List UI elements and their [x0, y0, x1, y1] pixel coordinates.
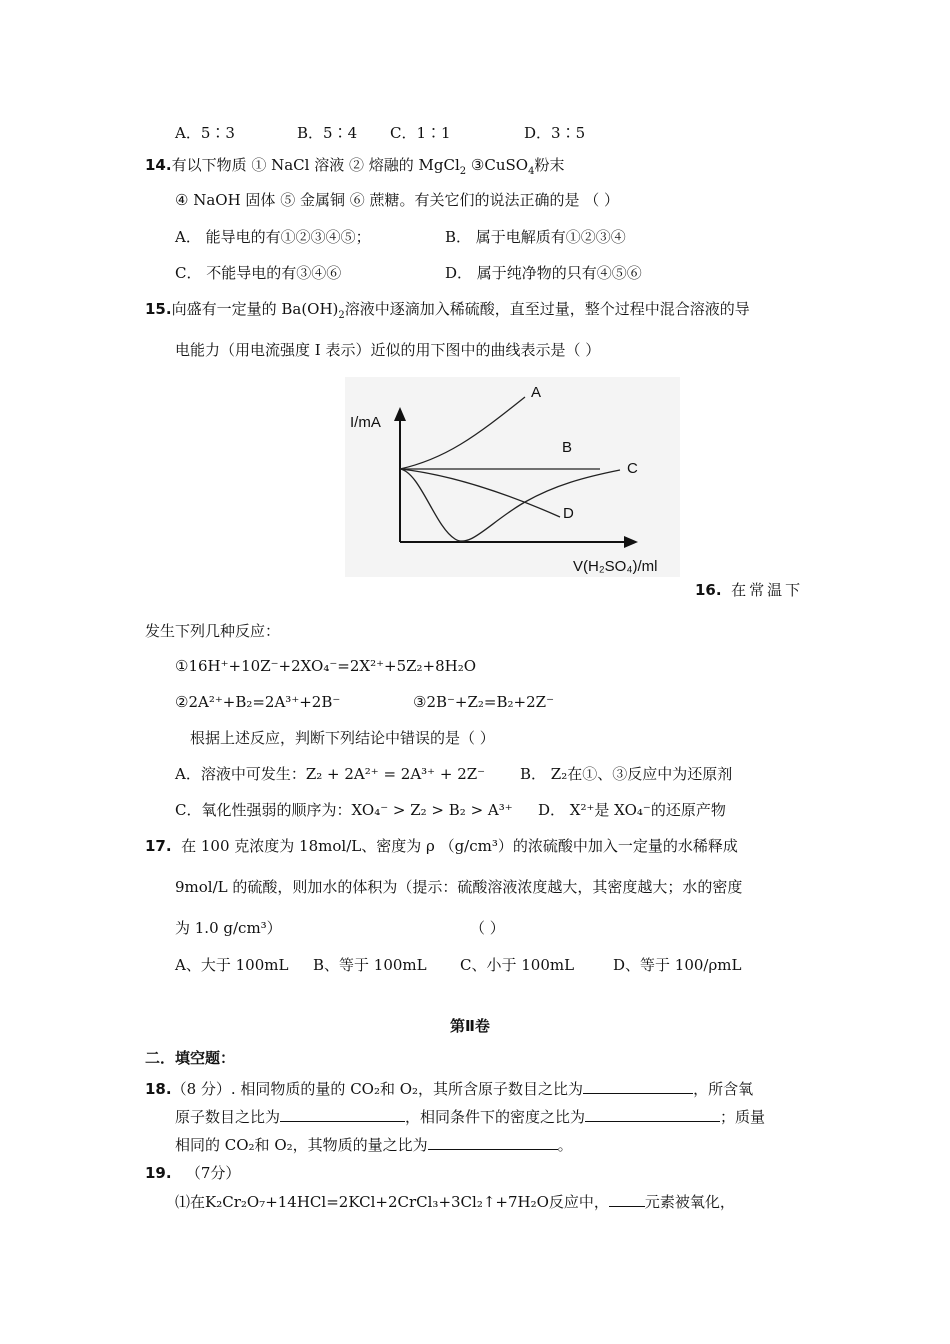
q16-option-c: C．氧化性强弱的顺序为：XO₄⁻ > Z₂ > B₂ > A³⁺ [175, 801, 513, 819]
q19-text-1a: ⑴在K₂Cr₂O₇+14HCl=2KCl+2CrCl₃+3Cl₂↑+7H₂O反应中， [175, 1193, 609, 1211]
section-title: 第Ⅱ卷 [450, 1017, 490, 1035]
q15-text-a: 向盛有一定量的 Ba(OH) [171, 300, 339, 318]
q18-text-1a: （8 分）. 相同物质的量的 CO₂和 O₂，其所含原子数目之比为 [171, 1080, 584, 1098]
q18-text-3a: 相同的 CO₂和 O₂，其物质的量之比为 [175, 1136, 428, 1154]
q18-text-3b: 。 [557, 1136, 573, 1154]
q19-head [145, 1163, 240, 1183]
series-label-a: A [531, 384, 542, 401]
q18-text-2b: ，相同条件下的密度之比为 [405, 1108, 586, 1126]
q14-option-b: B． 属于电解质有①②③④ [445, 228, 626, 246]
curve-c [400, 469, 620, 541]
q17-stem-line3: 为 1.0 g/cm³） [175, 919, 282, 937]
series-label-d: D [563, 505, 574, 522]
q16-option-b: B． Z₂在①、③反应中为还原剂 [520, 765, 733, 783]
q17-stem-line1 [145, 836, 738, 856]
series-label-b: B [562, 439, 573, 456]
q16-reaction-1: ①16H⁺+10Z⁻+2XO₄⁻=2X²⁺+5Z₂+8H₂O [175, 657, 477, 675]
q18-text-2a: 原子数目之比为 [175, 1108, 281, 1126]
q15-text-b: 溶液中逐滴加入稀硫酸，直至过量，整个过程中混合溶液的导 [344, 300, 750, 318]
q18-line3 [175, 1135, 573, 1155]
q18-blank-1[interactable] [583, 1079, 693, 1094]
q15-number: 15. [145, 300, 172, 318]
q17-option-d: D、等于 100/ρmL [613, 956, 742, 974]
q16-number: 16. [695, 581, 722, 599]
q16-option-a: A．溶液中可发生：Z₂ + 2A²⁺ = 2A³⁺ + 2Z⁻ [175, 765, 486, 783]
q18-blank-2[interactable] [280, 1107, 405, 1122]
q16-continuation: 发生下列几种反应： [145, 622, 281, 640]
q13-option-b: B．5∶4 [297, 124, 358, 142]
q15-sub: 2 [338, 310, 345, 321]
q18-line2 [175, 1107, 765, 1127]
q15-stem-line1 [145, 299, 750, 326]
series-label-c: C [627, 460, 638, 477]
q14-sub-b: 4 [528, 166, 535, 177]
y-axis-label: I/mA [350, 414, 381, 431]
q17-answer-paren: （ ） [470, 919, 505, 937]
section-part-heading: 二．填空题： [145, 1049, 236, 1067]
q14-stem-line2: ④ NaOH 固体 ⑤ 金属铜 ⑥ 蔗糖。有关它们的说法正确的是 （ ） [175, 191, 620, 209]
chart-svg [345, 377, 680, 577]
q16-option-d: D． X²⁺是 XO₄⁻的还原产物 [538, 801, 726, 819]
q19-blank-1[interactable] [609, 1192, 645, 1207]
q17-option-b: B、等于 100mL [313, 956, 427, 974]
q18-line1 [145, 1079, 753, 1099]
q19-score: （7分） [185, 1164, 241, 1182]
q14-stem-b: ③CuSO [466, 156, 529, 174]
q18-text-2c: ；质量 [720, 1108, 766, 1126]
q14-sub-a: 2 [459, 166, 467, 177]
q19-number: 19. [145, 1164, 172, 1182]
q17-option-a: A、大于 100mL [175, 956, 289, 974]
q14-option-c: C． 不能导电的有③④⑥ [175, 264, 342, 282]
q19-text-1b: 元素被氧化， [644, 1193, 735, 1211]
q18-number: 18. [145, 1080, 172, 1098]
q13-option-c: C．1∶1 [390, 124, 451, 142]
q18-text-1b: ，所含氧 [693, 1080, 754, 1098]
q14-stem-c: 粉末 [534, 156, 565, 174]
q16-reaction-2: ②2A²⁺+B₂=2A³⁺+2B⁻ [175, 693, 341, 711]
q17-number: 17. [145, 837, 172, 855]
conductivity-chart [345, 377, 680, 577]
q16-head-text: 在常温下 [731, 581, 804, 599]
x-axis-arrow [624, 536, 638, 548]
q14-number: 14. [145, 156, 172, 174]
q14-option-a: A． 能导电的有①②③④⑤； [175, 228, 371, 246]
q18-blank-3[interactable] [585, 1107, 720, 1122]
q17-stem-line2: 9mol/L 的硫酸，则加水的体积为（提示：硫酸溶液浓度越大，其密度越大；水的密度 [175, 878, 743, 896]
q15-stem-line2: 电能力（用电流强度 I 表示）近似的用下图中的曲线表示是（ ） [175, 341, 601, 359]
curve-d [400, 469, 560, 517]
curve-a [400, 397, 525, 469]
q16-reaction-3: ③2B⁻+Z₂=B₂+2Z⁻ [413, 693, 554, 711]
q14-option-d: D． 属于纯净物的只有④⑤⑥ [445, 264, 642, 282]
q14-stem-a: 有以下物质 ① NaCl 溶液 ② 熔融的 MgCl [171, 156, 460, 174]
q16-question: 根据上述反应，判断下列结论中错误的是（ ） [190, 729, 495, 747]
q17-option-c: C、小于 100mL [460, 956, 575, 974]
y-axis-arrow [394, 407, 406, 421]
q13-option-a: A．5∶3 [175, 124, 235, 142]
q16-head [695, 580, 803, 600]
x-axis-label: V(H₂SO₄)/ml [573, 558, 658, 575]
q18-blank-4[interactable] [428, 1135, 558, 1150]
q13-option-d: D．3∶5 [524, 124, 586, 142]
q17-text-1: 在 100 克浓度为 18mol/L、密度为 ρ （g/cm³）的浓硫酸中加入一定量的水稀释成 [181, 837, 738, 855]
q14-stem-line1 [145, 155, 564, 182]
q19-line1 [175, 1192, 735, 1212]
